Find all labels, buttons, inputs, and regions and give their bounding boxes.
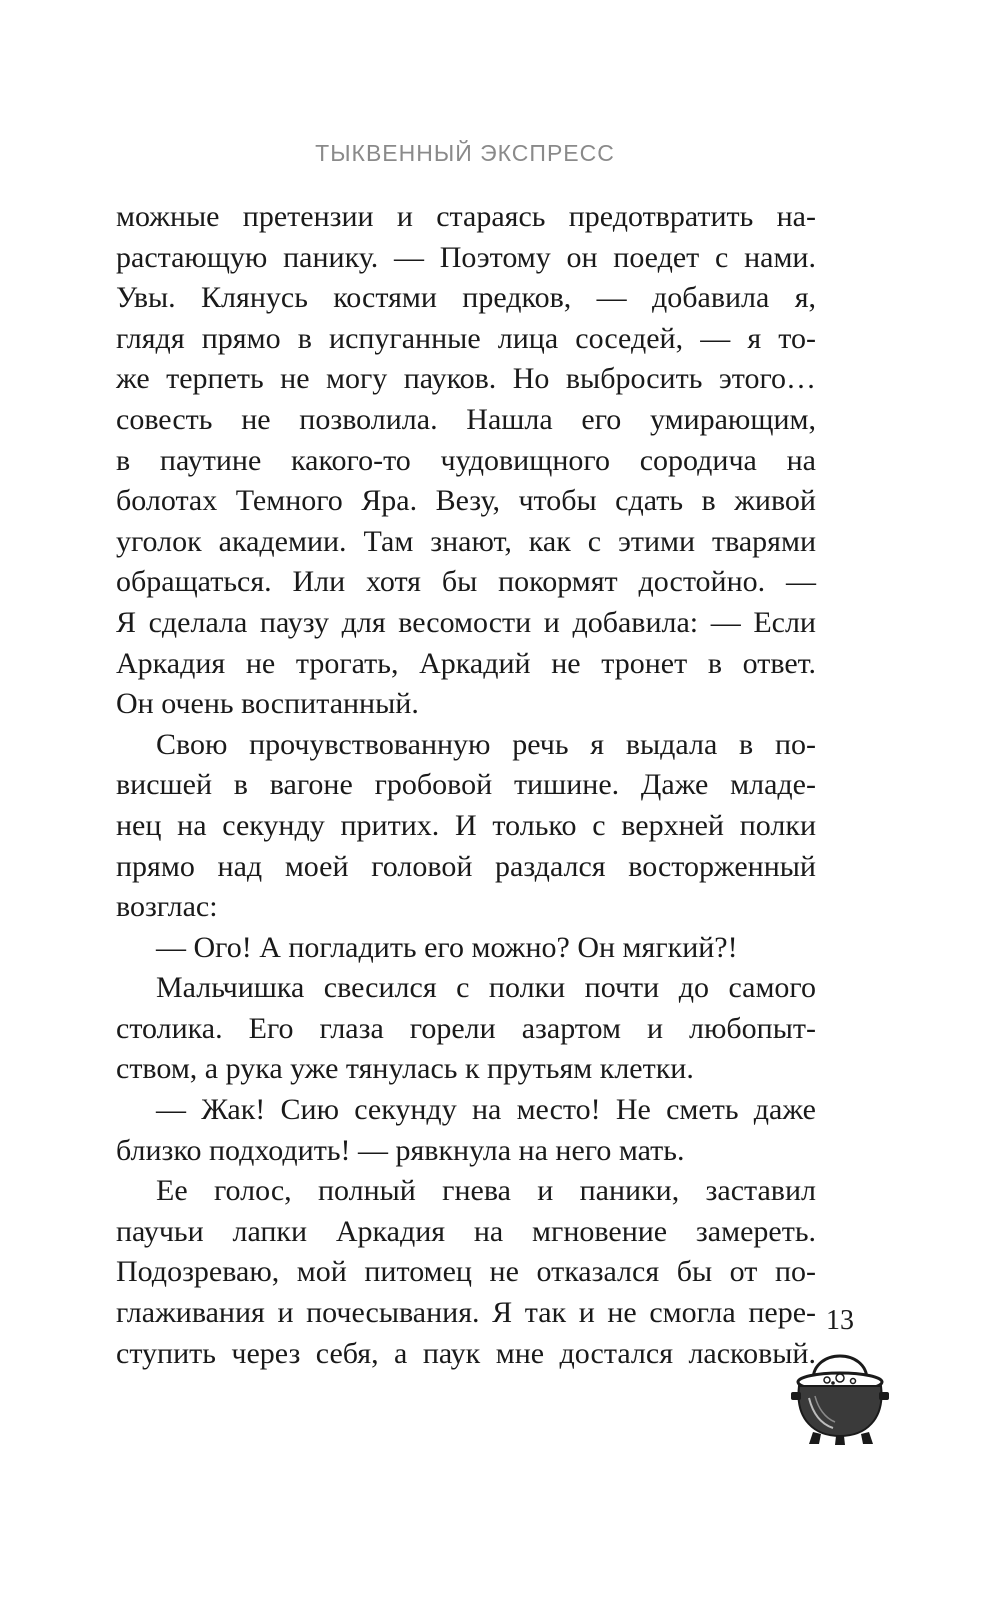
- text-line: глаживания и почесывания. Я так и не смогла пере-: [116, 1296, 816, 1330]
- text-line: совесть не позволила. Нашла его умирающим,: [116, 402, 816, 436]
- text-line: в паутине какого-то чудовищного сородича на: [116, 443, 816, 477]
- text-line: паучьи лапки Аркадия на мгновение замереть.: [116, 1214, 816, 1248]
- text-line: прямо над моей головой раздался восторженный: [116, 849, 816, 883]
- text-line: Аркадия не трогать, Аркадий не тронет в ответ.: [116, 646, 816, 680]
- text-line: Свою прочувствованную речь я выдала в по-: [156, 727, 816, 761]
- text-line: можные претензии и стараясь предотвратить на-: [116, 200, 816, 233]
- text-line: обращаться. Или хотя бы покормят достойно. —: [116, 565, 816, 599]
- text-line: уголок академии. Там знают, как с этими тварями: [116, 524, 816, 558]
- text-line: растающую панику. — Поэтому он поедет с нами.: [116, 240, 816, 274]
- text-line: нец на секунду притих. И только с верхней полки: [116, 808, 816, 842]
- text-line: Подозреваю, мой питомец не отказался бы от по-: [116, 1255, 816, 1289]
- body-text: [116, 197, 816, 1374]
- text-line: висшей в вагоне гробовой тишине. Даже младе-: [116, 768, 816, 802]
- text-line: возглас:: [116, 890, 218, 924]
- text-line: же терпеть не могу пауков. Но выбросить этого…: [116, 362, 816, 396]
- text-line: глядя прямо в испуганные лица соседей, — я то-: [116, 321, 816, 355]
- text-line: столика. Его глаза горели азартом и любопыт-: [116, 1011, 816, 1045]
- text-line: — Жак! Сию секунду на место! Не сметь даже: [156, 1093, 816, 1127]
- text-line: Он очень воспитанный.: [116, 687, 419, 721]
- text-line: Я сделала паузу для весомости и добавила: — Если: [116, 605, 816, 639]
- running-title: ТЫКВЕННЫЙ ЭКСПРЕСС: [315, 140, 615, 166]
- text-line: ством, а рука уже тянулась к прутьям клетки.: [116, 1052, 694, 1086]
- text-line: Ее голос, полный гнева и паники, заставил: [156, 1174, 816, 1208]
- text-line: Увы. Клянусь костями предков, — добавила я,: [116, 281, 816, 315]
- text-line: — Ого! А погладить его можно? Он мягкий?!: [156, 930, 738, 964]
- text-line: Мальчишка свесился с полки почти до самого: [156, 971, 816, 1005]
- text-line: болотах Темного Яра. Везу, чтобы сдать в живой: [116, 484, 816, 518]
- text-line: близко подходить! — рявкнула на него мать.: [116, 1133, 685, 1167]
- page-number: 13: [826, 1305, 854, 1336]
- text-line: ступить через себя, а паук мне достался ласковый.: [116, 1336, 816, 1370]
- cauldron-icon: [785, 1340, 895, 1450]
